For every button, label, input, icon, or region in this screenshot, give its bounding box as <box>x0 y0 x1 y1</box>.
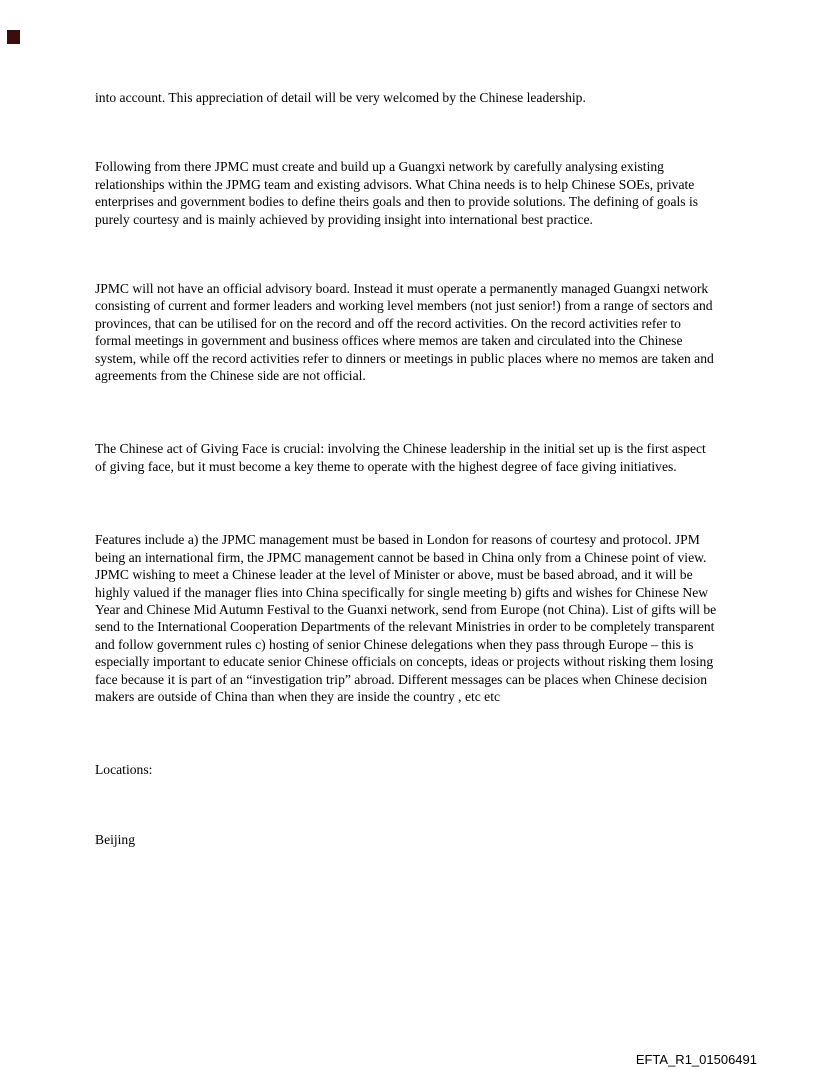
paragraph-guangxi-network: Following from there JPMC must create and build up a Guangxi network by carefully analysing existing relationships within the JPMG team and existing advisors. What China needs is to help Chinese SOEs, private enterprises and government bodies to define theirs goals and then to provide solutions. The defining of goals is purely courtesy and is mainly achieved by providing insight into international best practice. <box>95 159 699 227</box>
paragraph-features: Features include a) the JPMC management must be based in London for reasons of courtesy and protocol. JPM being an international firm, the JPMC management cannot be based in China only from a Chinese point of view. JPMC wishing to meet a Chinese leader at the level of Minister or above, must be based abroad, and it will be highly valued if the manager flies into China specifically for single meeting b) gifts and wishes for Chinese New Year and Chinese Mid Autumn Festival to the Guanxi network, send from Europe (not China). List of gifts will be send to the International Cooperation Departments of the relevant Ministries in order to be completely transparent and follow government rules c) hosting of senior Chinese delegations when they pass through Europe – this is especially important to educate senior Chinese officials on concepts, ideas or projects without risking them losing face because it is part of an “investigation trip” abroad. Different messages can be places when Chinese decision makers are outside of China than when they are inside the country , etc etc <box>95 532 717 704</box>
locations-heading: Locations: <box>95 762 153 778</box>
bates-number: EFTA_R1_01506491 <box>635 1052 757 1067</box>
paragraph-giving-face: The Chinese act of Giving Face is crucial: involving the Chinese leadership in the initial set up is the first aspect of giving face, but it must become a key theme to operate with the highest degree of face giving initiatives. <box>95 441 706 474</box>
scan-artifact-mark <box>7 30 20 44</box>
paragraph-intro: into account. This appreciation of detail will be very welcomed by the Chinese leadership. <box>95 90 586 105</box>
document-body <box>95 89 719 900</box>
paragraph-advisory-board: JPMC will not have an official advisory board. Instead it must operate a permanently managed Guangxi network consisting of current and former leaders and working level members (not just senior!) from a range of sectors and provinces, that can be utilised for on the record and off the record activities. On the record activities refer to formal meetings in government and business offices where memos are taken and circulated into the Chinese system, while off the record activities refer to dinners or meetings in public places where no memos are taken and agreements from the Chinese side are not official. <box>95 281 714 384</box>
location-item-beijing: Beijing <box>95 831 136 847</box>
